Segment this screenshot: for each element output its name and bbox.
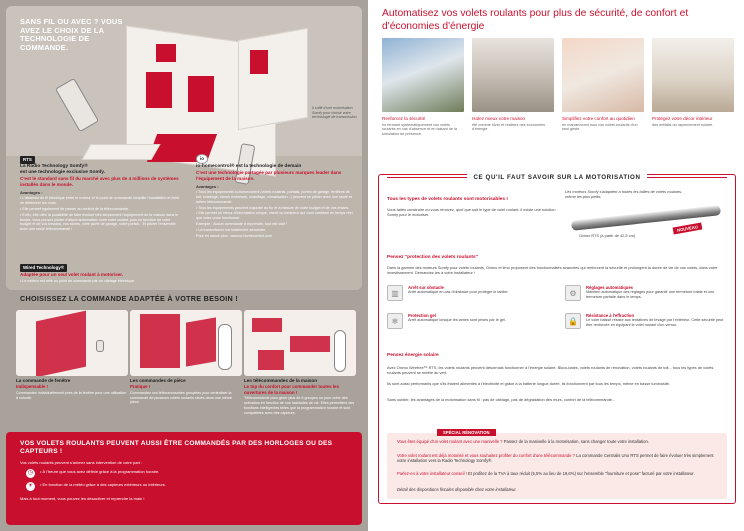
shutter-3: [156, 44, 176, 62]
shutter-image: [36, 311, 86, 376]
wall-switch-icon: [96, 340, 104, 352]
box-title-text: CE QU'IL FAUT SAVOIR SUR LA MOTORISATION: [467, 174, 646, 181]
io-section: [196, 154, 354, 238]
reno-item: [397, 453, 719, 464]
photo-house: [382, 38, 464, 112]
card-desc: Télécommande pour gérer plus de 5 groupes ou pour créer des scénarios en fonction de vos habitudes de vie. Elles permettent des fonctions intelligentes telles que la programmation horaire et sont compatibles avec des capteurs.: [244, 396, 355, 415]
motor-caption: Les moteurs Somfy s'adaptent à toutes les tailles de volets roulants, même les plus petits.: [565, 189, 683, 200]
feature-desc: Le volet baissé résiste aux tentatives de levage par l'extérieur. Cette sécurité peut être renforcée en équipant le volet roulant d'un verrou.: [586, 318, 724, 328]
motorisation-info-box: [378, 174, 736, 504]
feature-desc: Arrêt automatique en cas d'obstacle pour protéger le tablier.: [408, 290, 509, 295]
reno-q: Vous êtes équipé d'un volet roulant avec une manivelle ?: [397, 439, 503, 444]
feature-title: Résistance à l'effraction: [586, 313, 635, 318]
benefit-title: Renforcez la sécurité: [382, 116, 426, 121]
technology-hero: [6, 6, 362, 290]
wired-item: • Le moteur est relié au point de commande par un câblage électrique.: [20, 278, 135, 283]
card-title: Les commandes de pièce: [130, 378, 186, 383]
feature-desc: Arrêt automatique lorsque les lames sont prises par le gel.: [408, 318, 506, 323]
benefit-title: Protégez votre décor intérieur: [652, 116, 713, 121]
photo-window: [472, 38, 554, 112]
shutter-image: [252, 318, 282, 332]
feature-frost: [387, 313, 547, 329]
sun-icon: ☀: [27, 483, 34, 489]
card-window-text: [16, 378, 128, 400]
rts-list: [20, 196, 180, 232]
wired-list: [20, 279, 180, 284]
benefit-protection: [652, 116, 734, 127]
renovation-block: [387, 430, 727, 499]
rts-item: • L'absence de fil électrique entre le moteur et le point de commande simplifie l'installation et évite de détériorer les murs.: [20, 196, 180, 206]
benefit-desc: en fermant systématiquement vos volets roulants en cas d'absence et en faisant de la simulation de présence.: [382, 122, 458, 137]
feature-title: Protection gel: [408, 313, 436, 318]
reno-a: Détail des dispositions fiscales disponible chez votre installateur.: [397, 487, 517, 492]
benefit-title: Isolez mieux votre maison: [472, 116, 526, 121]
options-paragraph: Dans la gamme des moteurs Somfy pour volets roulants, Oximo et ilmo proposent des fonctionnalités avancées qui renforcent la sécurité et prolongent la durée de vie de vos volets, dans votre investissement. Demandez-les à votre installateur !: [387, 265, 718, 276]
benefit-security: [382, 116, 464, 137]
benefit-desc: des méfaits du rayonnement solaire.: [652, 122, 714, 127]
shutter-2: [188, 76, 214, 112]
card-title: La commande de fenêtre: [16, 378, 71, 383]
clock-item: [26, 469, 348, 478]
rts-item: • Enfin, elle offre la possibilité de faire évoluer très simplement l'équipement de la maison dans le temps. Vous pouvez piloter d'abord automatiser votre volet roulant, puis en fonction de votre budget et de vos besoins, vos stores, votre porte de garage, votre portail... Et piloter l'ensemble avec une seule télécommande !: [20, 212, 179, 232]
options-question: Pensez "protection des volets roulants": [387, 255, 478, 260]
solar-paragraph-1: Avec Oximo Wirefree™ RTS, les volets roulants peuvent désormais fonctionner à l'énergie solaire. Blocs-baies, volets roulants de rénovation, volets roulants de toit... tous les types de volets roulants peuvent se mettre au vert.: [387, 365, 714, 376]
person-remote-icon: [218, 324, 232, 370]
box-title: [379, 174, 735, 182]
left-panel: [0, 0, 368, 531]
photo-interior: [652, 38, 734, 112]
headline: Automatisez vos volets roulants pour plus de sécurité, de confort et d'économies d'énergie: [382, 8, 689, 32]
feature-auto-settings: [565, 285, 725, 301]
solar-paragraph-2: Ils sont aussi performants que s'ils étaient alimentés à l'électricité et grâce à la batterie longue durée, ils fonctionnent par tous les temps, même en basse luminosité.: [387, 381, 671, 386]
card-desc: Commandez individuellement près de la fenêtre pour une utilisation à volonté.: [16, 390, 127, 400]
motor-question: Tous les types de volets roulants sont motorisables !: [387, 197, 508, 202]
shutter-1: [146, 72, 172, 108]
motor-name: Oximo RTS (à partir de 42,5 cm): [579, 233, 636, 238]
benefit-insulation: [472, 116, 554, 132]
rts-adv-label: Avantages :: [20, 190, 43, 196]
wired-badge: Wired Technology®: [20, 264, 67, 272]
card-sub: Pratique !: [130, 383, 151, 389]
frost-icon: ❄: [387, 313, 403, 329]
rts-item: • Elle permet également de passer au confort de la télécommande.: [20, 206, 130, 211]
benefit-comfort: [562, 116, 644, 132]
io-item: • Tous les équipements peuvent s'ajouter au fur et à mesure de votre budget et de vos envies.: [196, 205, 350, 210]
rts-badge: RTS: [20, 156, 35, 164]
renovation-tag: SPÉCIAL RÉNOVATION: [437, 429, 496, 436]
reno-a: Et profitez de la TVA à taux réduit (5,5% au lieu de 19,6%) sur l'ensemble "fourniture et pose" facturé par votre installateur.: [468, 471, 695, 476]
card-house-text: [244, 378, 356, 416]
reno-q: Votre volet roulant est déjà motorisé et vous souhaitez profiter du confort d'une télécommande ?: [397, 453, 575, 458]
card-sub: Le top du confort pour commander toutes les ouvertures de la maison !: [244, 383, 339, 395]
card-desc: Commandez vos télécommandes groupées pour centraliser la commande de plusieurs volets roulants situés dans une même pièce.: [130, 390, 233, 405]
shutter-image: [140, 314, 180, 368]
clocks-title: VOS VOLETS ROULANTS PEUVENT AUSSI ÊTRE COMMANDÉS PAR DES HORLOGES OU DES CAPTEURS !: [20, 440, 333, 455]
right-panel: [368, 0, 744, 531]
clocks-lead: Vos volets roulants peuvent s'animer sans intervention de votre part :: [20, 459, 143, 465]
io-adv-label: Avantages :: [196, 183, 219, 189]
io-badge: io: [196, 154, 208, 164]
clock-item-text: • À l'heure que vous avez définie grâce à la programmation horaire.: [40, 469, 160, 474]
io-item: • Elle permet un retour d'information unique, visuel ou lumineux qui vous confirme en temps réel que votre ordre fonctionne.: [196, 211, 353, 221]
clocks-foot: Mais à tout moment, vous pouvez les désactiver et reprendre la main !: [20, 496, 145, 501]
obstacle-icon: ▥: [387, 285, 403, 301]
io-item: Exemple : Aucun commande à reprendre, tout est clair !: [196, 221, 288, 226]
feature-burglary: [565, 313, 725, 329]
card-house-command: [244, 310, 356, 376]
solar-paragraph-3: Sans oublier, les avantages de la motorisation sans fil : pas de câblage, pas de dégradation des murs, confort de la télécommande...: [387, 397, 616, 402]
sensor-item-text: • En fonction de la météo grâce à des capteurs extérieurs ou intérieurs.: [40, 482, 166, 487]
sensor-item: [26, 482, 348, 491]
card-window-command: [16, 310, 128, 376]
wired-section: [20, 264, 180, 284]
card-room-command: [130, 310, 242, 376]
card-sub: Indispensable !: [16, 383, 48, 389]
card-room-text: [130, 378, 242, 405]
motor-paragraph: Vous faites construire ou vous rénovez, quel que soit le type de volet roulant, il existe une solution Somfy pour le motoriser.: [387, 207, 556, 218]
photo-family: [562, 38, 644, 112]
feature-desc: Maintien automatique des réglages pour garantir une fermeture totale et une fermeture parfaite dans le temps.: [586, 290, 715, 300]
motor-illustration: [565, 189, 731, 249]
reno-a: Passez de la manivelle à la motorisation, sans changer toute votre installation.: [503, 439, 649, 444]
reno-item: [397, 471, 719, 476]
io-link[interactable]: Pour en savoir plus : www.io-homecontrol.com: [196, 233, 272, 238]
rts-section: [20, 156, 180, 232]
lock-icon: 🔒: [565, 313, 581, 329]
rts-sub: C'est le standard sans fil du marché avec plus de 4 millions de systèmes installés dans le monde.: [20, 176, 179, 188]
card-title: Les télécommandes de la maison: [244, 378, 318, 383]
benefit-title: Simplifiez votre confort au quotidien: [562, 116, 635, 121]
choose-title: CHOISISSEZ LA COMMANDE ADAPTÉE À VOTRE BESOIN !: [20, 294, 239, 303]
shutter-image: [290, 336, 330, 352]
feature-title: Arrêt sur obstacle: [408, 285, 444, 290]
reno-a: La commande Centralis Uno RTS permet de faire évoluer très simplement votre installation vers la Radio Technology Somfy®.: [397, 453, 714, 464]
io-item: • Tous les équipements io-homecontrol (volets roulants, portails, portes de garage, fenêtres de toit, éclairage, stores motorisés, chauffage, climatisation...) peuvent se piloter avec une seule et même télécommande.: [196, 190, 352, 204]
shutter-image: [186, 317, 216, 366]
command-choice-section: [6, 294, 362, 429]
io-list: [196, 190, 354, 238]
io-sub: C'est une technologie partagée par plusieurs marques leader dans l'équipement de la maison.: [196, 169, 342, 181]
feature-obstacle: [387, 285, 547, 301]
feature-title: Réglages automatiques: [586, 285, 634, 290]
clock-icon: ◷: [27, 470, 34, 476]
clocks-sensors-section: [6, 432, 362, 525]
person-remote-icon: [334, 330, 346, 372]
wired-sub: Adaptée pour un seul volet roulant à motoriser.: [20, 271, 124, 277]
garage-illustration: [238, 28, 308, 130]
rts-title-2: est une technologie exclusive Somfy.: [20, 169, 105, 175]
reno-footnote: [397, 487, 719, 492]
motor-new-badge: NOUVEAU: [673, 223, 703, 235]
rts-title: La Radio Technology Somfy®: [20, 163, 88, 169]
reno-q: Parlez-en à votre installateur conseil !: [397, 471, 467, 476]
hero-caption: Il suffit d'une motorisation Somfy pour choisir votre technologie de transmission.: [312, 106, 358, 120]
remote-illustration: [55, 78, 99, 132]
io-item: • La transmission est totalement sécurisée.: [196, 227, 267, 232]
benefit-desc: été comme hiver et réalisez des économies d'énergie.: [472, 122, 546, 132]
reno-item: [397, 439, 719, 444]
shutter-image: [258, 350, 284, 370]
shutter-4: [250, 50, 268, 74]
io-title: io-homecontrol® est la technologie de demain: [196, 163, 302, 169]
solar-question: Pensez énergie solaire: [387, 353, 439, 358]
benefit-desc: en manœuvrant tous vos volets roulants d'un seul geste.: [562, 122, 638, 132]
hero-title: SANS FIL OU AVEC ? VOUS AVEZ LE CHOIX DE LA TECHNOLOGIE DE COMMANDE.: [20, 17, 123, 53]
settings-icon: ⚙: [565, 285, 581, 301]
